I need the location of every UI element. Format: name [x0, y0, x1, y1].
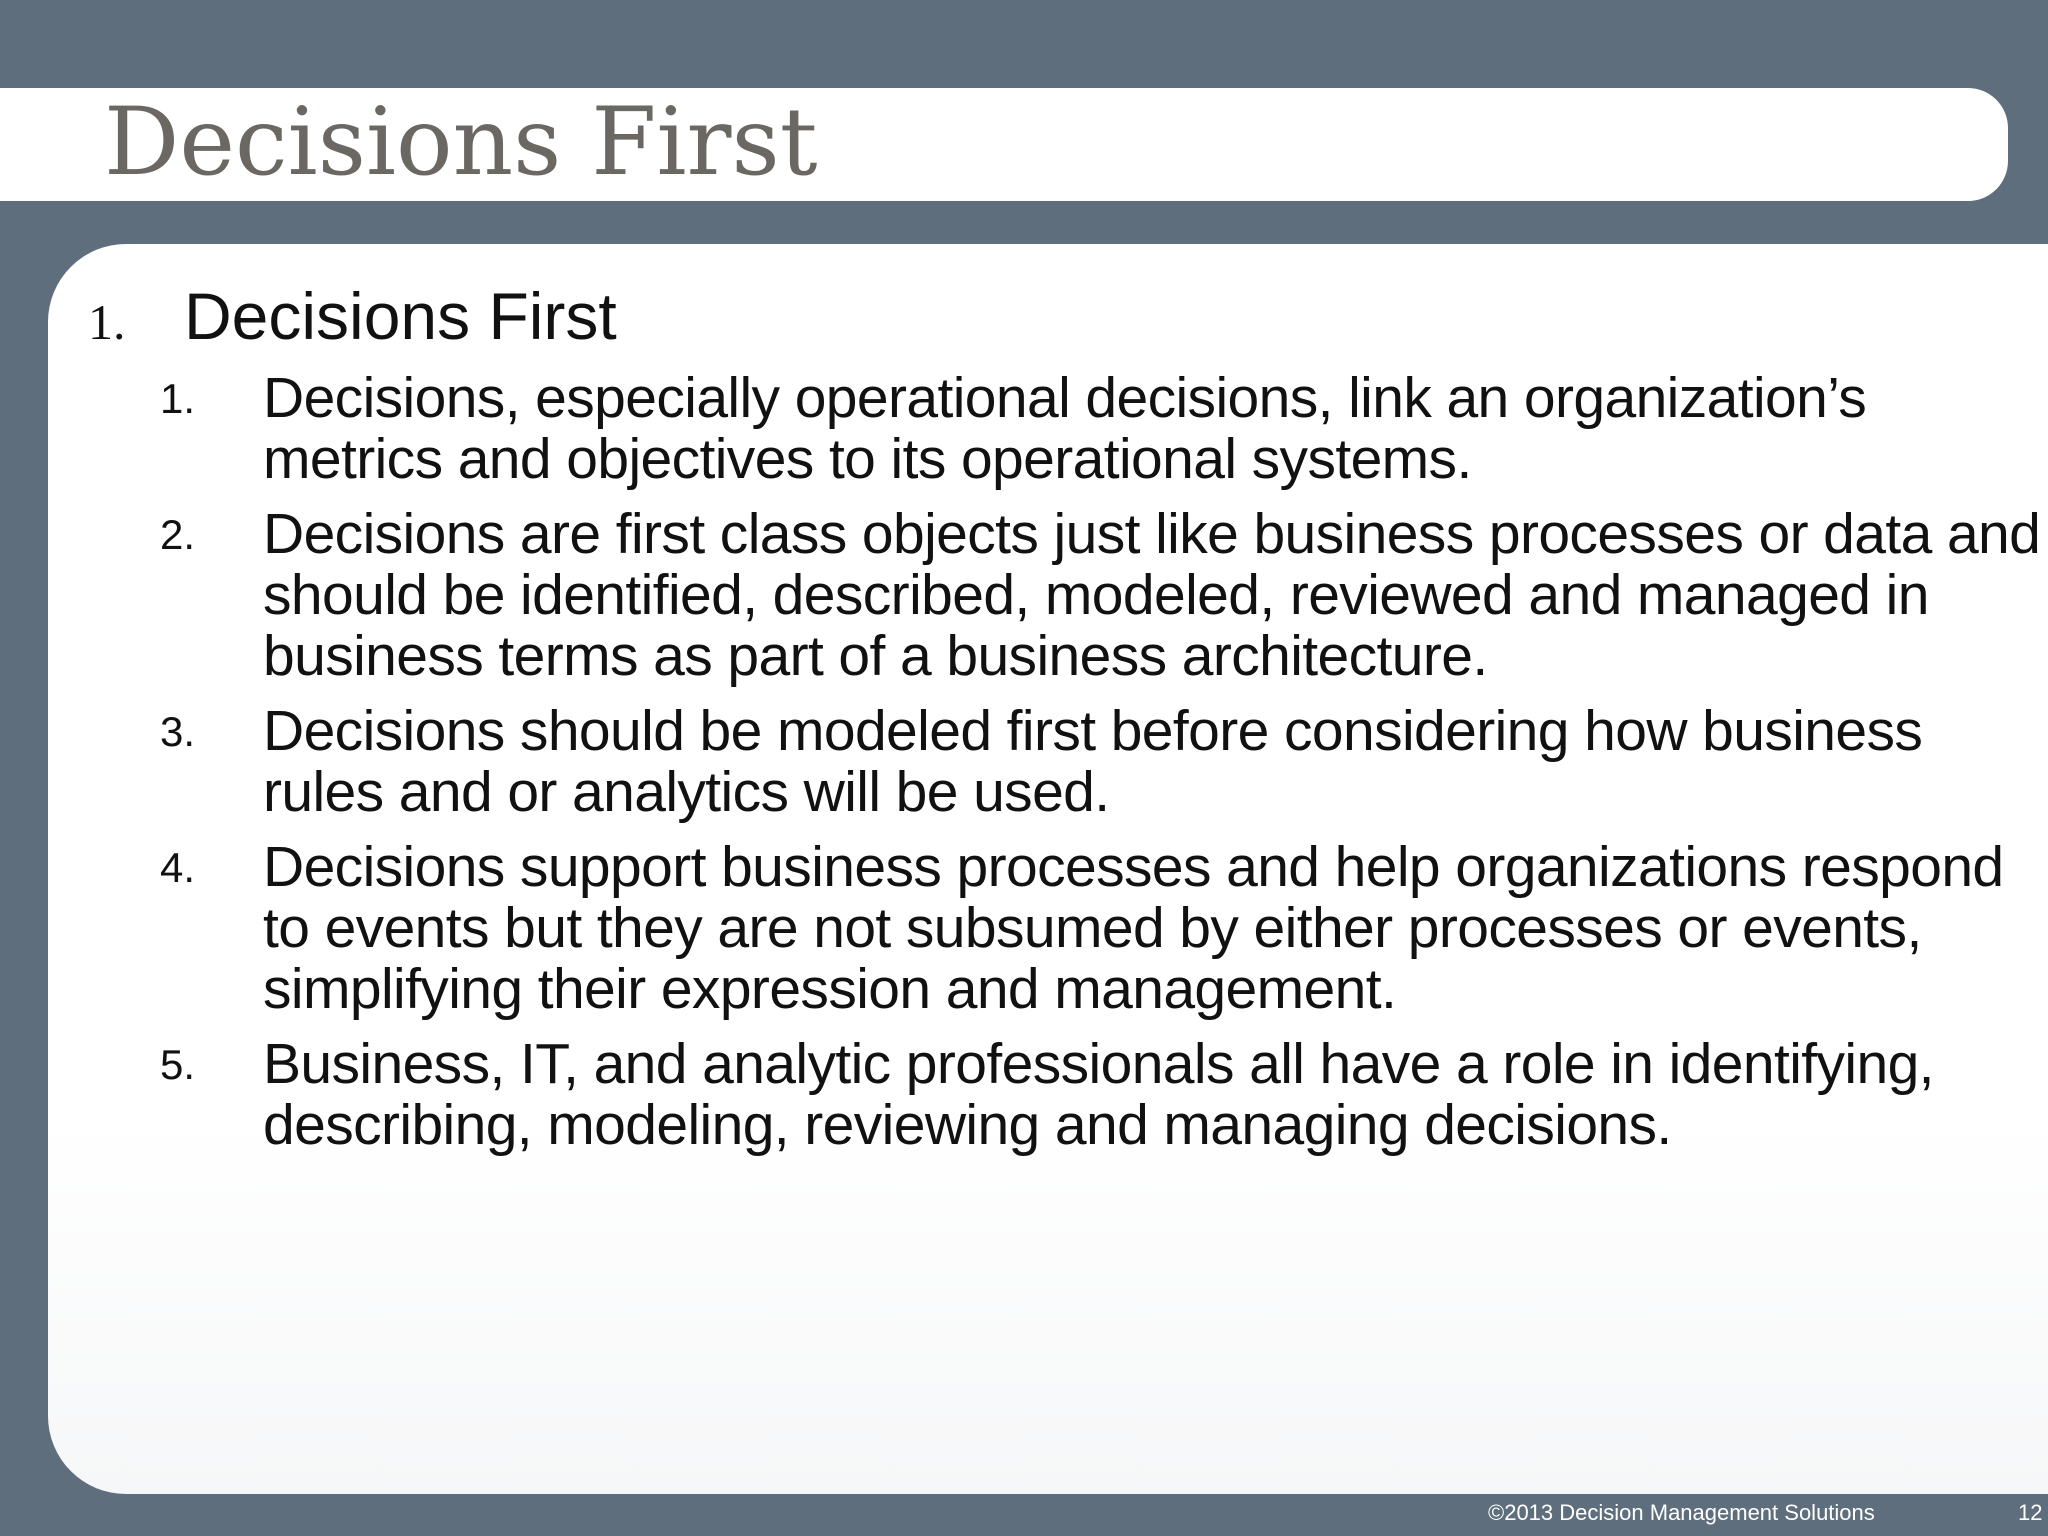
- outline-sub-list: [48, 368, 2048, 1170]
- list-item: [48, 701, 2048, 823]
- list-item-number: 5.: [160, 1041, 196, 1088]
- outline-heading-number: 1.: [88, 294, 126, 350]
- page-number: 12: [2018, 1500, 2043, 1525]
- list-item-number: 4.: [160, 844, 196, 891]
- list-item-text: Decisions should be modeled first before considering how business rules and or analytics will be used.: [263, 699, 1923, 824]
- list-item-number: 1.: [160, 375, 196, 422]
- outline-heading-text: Decisions First: [184, 279, 617, 353]
- footer-copyright: ©2013 Decision Management Solutions: [1488, 1500, 1875, 1525]
- list-item: [48, 1034, 2048, 1156]
- list-item-text: Decisions, especially operational decisions, link an organization’s metrics and objectives to its operational systems.: [263, 366, 1867, 491]
- list-item-number: 3.: [160, 708, 196, 755]
- list-item: [48, 837, 2048, 1020]
- list-item-number: 2.: [160, 511, 196, 558]
- list-item-text: Business, IT, and analytic professionals all have a role in identifying, describing, modeling, reviewing and managing decisions.: [263, 1032, 1934, 1157]
- slide-title: Decisions First: [104, 88, 818, 197]
- outline-heading: [88, 278, 617, 360]
- content-panel: [48, 244, 2048, 1494]
- list-item-text: Decisions support business processes and help organizations respond to events but they are not subsumed by either processes or events, simplifying their expression and management.: [263, 835, 2004, 1021]
- list-item-text: Decisions are first class objects just like business processes or data and should be identified, described, modeled, reviewed and managed in business terms as part of a business architecture.: [263, 502, 2041, 688]
- list-item: [48, 368, 2048, 490]
- list-item: [48, 504, 2048, 687]
